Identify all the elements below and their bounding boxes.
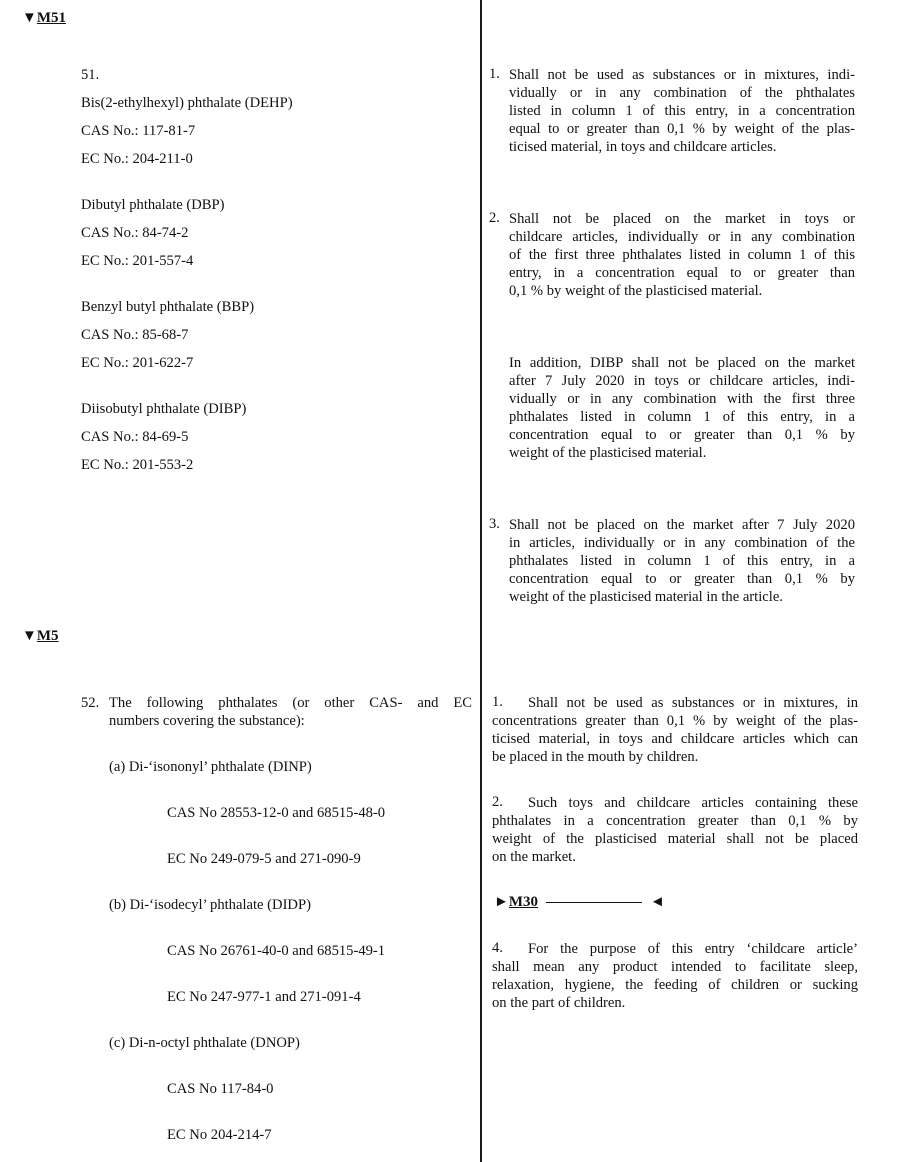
condition-number: 1. — [492, 694, 503, 710]
cas-number: CAS No 26761-40-0 and 68515-49-1 — [167, 943, 386, 959]
text-line: weight of the plasticised material in the article. — [509, 589, 783, 605]
down-triangle-icon: ▼ — [22, 10, 37, 26]
substance-name: Bis(2-ethylhexyl) phthalate (DEHP) — [81, 95, 293, 111]
text-line: concentrations greater than 0,1 % by weight of the plas- — [492, 713, 858, 729]
phthalate-item-label: (c) Di-n-octyl phthalate (DNOP) — [109, 1035, 300, 1051]
text-line: ticised material, in toys and childcare articles. — [509, 139, 777, 155]
condition-text-cont — [492, 958, 858, 1012]
condition-text — [509, 516, 855, 606]
marker-code: M51 — [36, 10, 67, 26]
amendment-marker-m5[interactable] — [22, 628, 59, 645]
text-line: on the part of children. — [492, 995, 626, 1011]
text-line: Shall not be placed on the market after 7 July 2020 — [509, 517, 855, 533]
text-line: be placed in the mouth by children. — [492, 749, 699, 765]
condition-text — [492, 794, 858, 812]
text-line: ticised material, in toys and childcare articles which can — [492, 731, 858, 747]
text-line: in articles, individually or in any combination of the — [509, 535, 855, 551]
cas-number: CAS No.: 84-74-2 — [81, 225, 189, 241]
text-line: listed in column 1 of this entry, in a concentration — [509, 103, 855, 119]
condition-text-cont — [492, 812, 858, 866]
marker-code: M5 — [36, 628, 59, 644]
ec-number: EC No.: 201-622-7 — [81, 355, 194, 371]
phthalate-item-label: (b) Di-‘isodecyl’ phthalate (DIDP) — [109, 897, 311, 913]
condition-number: 2. — [489, 210, 500, 226]
text-line: Shall not be placed on the market in toys or — [509, 211, 855, 227]
text-line: Such toys and childcare articles containing these — [528, 795, 858, 811]
text-line: shall mean any product intended to facilitate sleep, — [492, 959, 858, 975]
condition-text — [509, 66, 855, 156]
ec-number: EC No 249-079-5 and 271-090-9 — [167, 851, 361, 867]
ec-number: EC No.: 201-553-2 — [81, 457, 194, 473]
text-line: For the purpose of this entry ‘childcare article’ — [528, 941, 858, 957]
cas-number: CAS No.: 85-68-7 — [81, 327, 189, 343]
text-line: weight of the plasticised material shall not be placed — [492, 831, 858, 847]
right-triangle-icon: ► — [494, 894, 509, 910]
ec-number: EC No 247-977-1 and 271-091-4 — [167, 989, 361, 1005]
condition-text — [509, 210, 855, 300]
condition-text — [492, 694, 858, 712]
condition-text-cont — [492, 712, 858, 766]
substance-name: Benzyl butyl phthalate (BBP) — [81, 299, 255, 315]
text-line: on the market. — [492, 849, 576, 865]
ec-number: EC No.: 204-211-0 — [81, 151, 193, 167]
text-line: concentration equal to or greater than 0,1 % by — [509, 571, 855, 587]
text-line: In addition, DIBP shall not be placed on the market — [509, 355, 855, 371]
cas-number: CAS No.: 84-69-5 — [81, 429, 189, 445]
condition-number: 2. — [492, 794, 503, 810]
entry-number: 52. — [81, 695, 100, 711]
marker-code: M30 — [508, 894, 539, 910]
entry-number: 51. — [81, 67, 100, 83]
condition-number: 1. — [489, 66, 500, 82]
substance-name: Dibutyl phthalate (DBP) — [81, 197, 225, 213]
condition-text-addition — [509, 354, 855, 462]
amendment-marker-m51[interactable] — [22, 10, 66, 27]
left-triangle-icon: ◄ — [650, 894, 665, 910]
text-line: phthalates listed in column 1 of this entry, in a — [509, 409, 855, 425]
text-line: vidually or in any combination of the phthalates — [509, 85, 855, 101]
condition-number: 4. — [492, 940, 503, 956]
text-line: entry, in a concentration equal to or greater than — [509, 265, 855, 281]
condition-text — [492, 940, 858, 958]
text-line: The following phthalates (or other CAS- and EC — [109, 695, 472, 711]
text-line: phthalates listed in column 1 of this entry, in a — [509, 553, 855, 569]
phthalate-item-label: (a) Di-‘isononyl’ phthalate (DINP) — [109, 759, 312, 775]
cas-number: CAS No 28553-12-0 and 68515-48-0 — [167, 805, 386, 821]
condition-number: 3. — [489, 516, 500, 532]
cas-number: CAS No 117-84-0 — [167, 1081, 274, 1097]
text-line: equal to or greater than 0,1 % by weight of the plas- — [509, 121, 855, 137]
text-line: childcare articles, individually or in any combination — [509, 229, 855, 245]
text-line: numbers covering the substance): — [109, 713, 305, 729]
amendment-marker-m30[interactable] — [494, 894, 665, 911]
text-line: concentration equal to or greater than 0,1 % by — [509, 427, 855, 443]
text-line: vidually or in any combination with the first three — [509, 391, 855, 407]
text-line: 0,1 % by weight of the plasticised material. — [509, 283, 763, 299]
column-divider — [480, 0, 482, 1162]
cas-number: CAS No.: 117-81-7 — [81, 123, 196, 139]
substance-name: Diisobutyl phthalate (DIBP) — [81, 401, 247, 417]
text-line: weight of the plasticised material. — [509, 445, 707, 461]
text-line: phthalates in a concentration greater than 0,1 % by — [492, 813, 858, 829]
text-line: after 7 July 2020 in toys or childcare articles, indi- — [509, 373, 855, 389]
text-line: of the first three phthalates listed in column 1 of this — [509, 247, 855, 263]
ec-number: EC No 204-214-7 — [167, 1127, 272, 1143]
ec-number: EC No.: 201-557-4 — [81, 253, 194, 269]
text-line: Shall not be used as substances or in mixtures, in — [528, 695, 858, 711]
deletion-rule — [546, 902, 642, 903]
text-line: Shall not be used as substances or in mixtures, indi- — [509, 67, 855, 83]
text-line: relaxation, hygiene, the feeding of children or sucking — [492, 977, 858, 993]
down-triangle-icon: ▼ — [22, 628, 37, 644]
entry-intro — [109, 694, 472, 730]
